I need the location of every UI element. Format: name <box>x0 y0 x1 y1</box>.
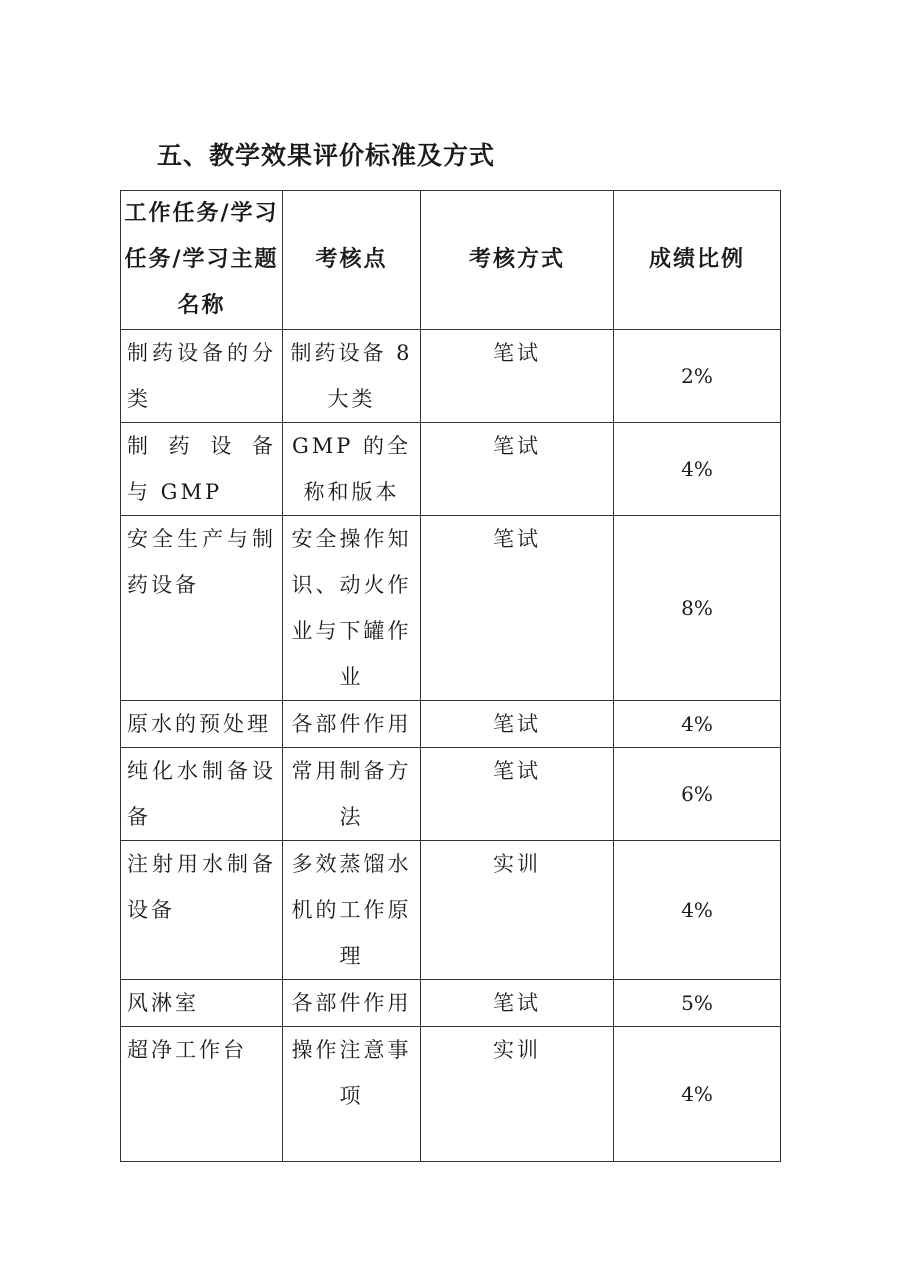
table-row <box>121 1027 781 1162</box>
ratio-cell: 4% <box>681 1082 713 1106</box>
point-cell: 各部件作用 <box>291 712 412 736</box>
table-row <box>121 423 781 516</box>
task-cell: 原水的预处理 <box>127 712 271 736</box>
task-cell: 安全生产与制药设备 <box>127 527 276 597</box>
method-cell: 实训 <box>493 852 541 876</box>
table-header-row <box>121 191 781 330</box>
method-cell: 笔试 <box>493 712 541 736</box>
header-task: 工作任务/学习任务/学习主题名称 <box>121 191 283 330</box>
task-cell: 注射用水制备设备 <box>127 852 276 922</box>
task-cell: 纯化水制备设备 <box>127 759 276 829</box>
task-cell: 制药设备的分类 <box>127 341 276 411</box>
table-row <box>121 516 781 701</box>
section-heading: 五、教学效果评价标准及方式 <box>157 141 496 170</box>
method-cell: 笔试 <box>493 341 541 365</box>
ratio-cell: 8% <box>681 596 713 620</box>
point-cell: 常用制备方法 <box>291 759 412 829</box>
ratio-cell: 4% <box>681 712 713 736</box>
point-cell: 制药设备 8 大类 <box>290 341 413 411</box>
task-cell: 风淋室 <box>127 991 199 1015</box>
task-cell: 制 药 设 备 与 GMP <box>127 434 276 504</box>
method-cell: 笔试 <box>493 759 541 783</box>
header-method: 考核方式 <box>421 191 614 330</box>
method-cell: 实训 <box>493 1038 541 1062</box>
ratio-cell: 6% <box>681 782 713 806</box>
ratio-cell: 2% <box>681 364 713 388</box>
method-cell: 笔试 <box>493 527 541 551</box>
point-cell: 安全操作知识、动火作业与下罐作业 <box>291 527 412 689</box>
method-cell: 笔试 <box>493 991 541 1015</box>
table-row <box>121 748 781 841</box>
evaluation-table <box>120 190 781 1162</box>
point-cell: GMP 的全称和版本 <box>291 434 412 504</box>
point-cell: 操作注意事项 <box>291 1038 412 1108</box>
table-row <box>121 330 781 423</box>
ratio-cell: 4% <box>681 898 713 922</box>
header-ratio: 成绩比例 <box>614 191 781 330</box>
ratio-cell: 4% <box>681 457 713 481</box>
table-row <box>121 701 781 748</box>
table-row <box>121 841 781 980</box>
method-cell: 笔试 <box>493 434 541 458</box>
table-row <box>121 980 781 1027</box>
point-cell: 多效蒸馏水机的工作原理 <box>291 852 412 968</box>
ratio-cell: 5% <box>681 991 713 1015</box>
task-cell: 超净工作台 <box>127 1038 247 1062</box>
header-point: 考核点 <box>283 191 421 330</box>
point-cell: 各部件作用 <box>291 991 412 1015</box>
